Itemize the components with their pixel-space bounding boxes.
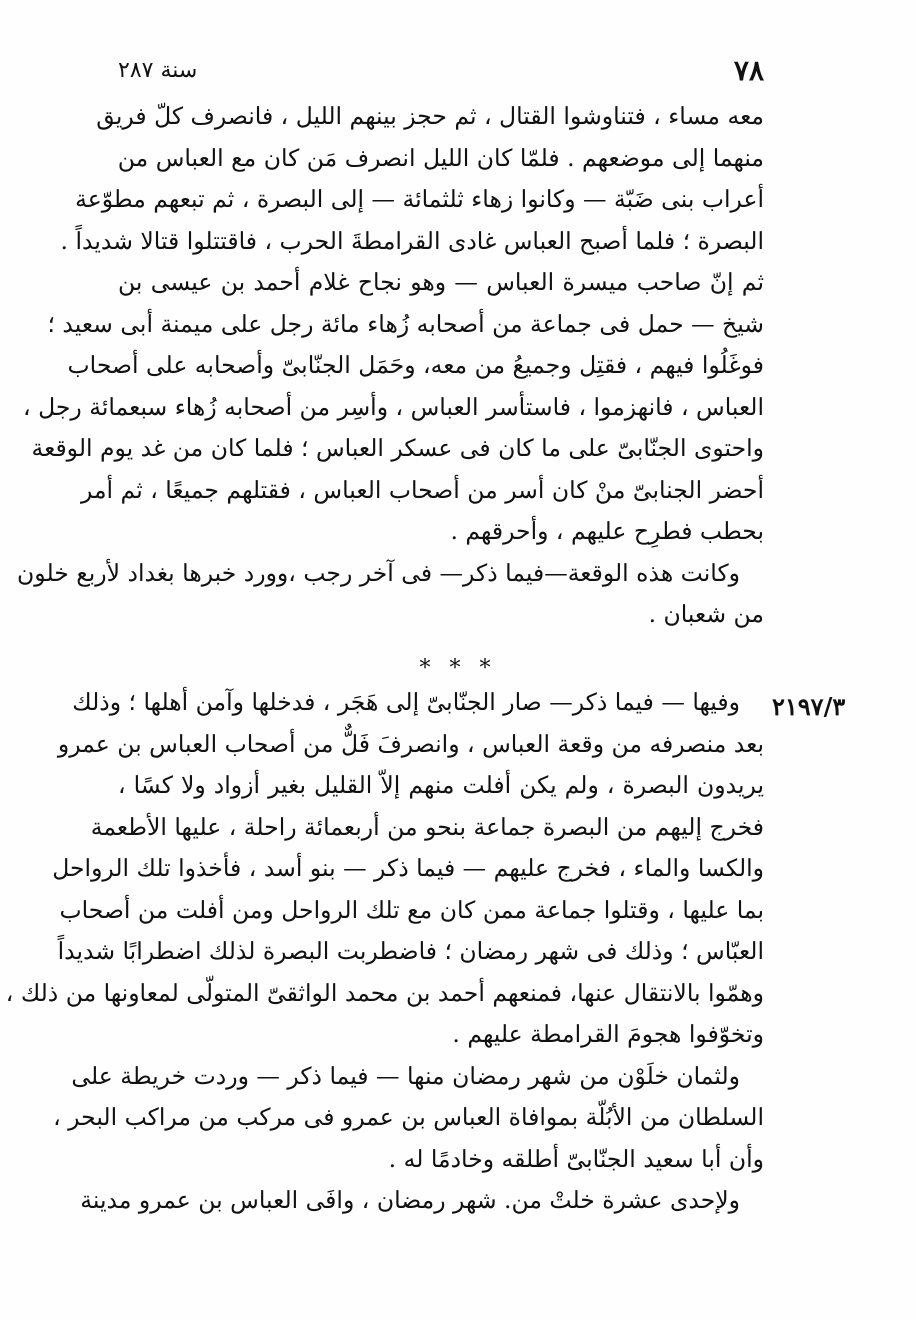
text-line: وأن أبا سعيد الجنّابىّ أطلقه وخادمًا له .	[388, 1144, 764, 1173]
text-line: ولإحدى عشرة خلتْ من. شهر رمضان ، وافَى العباس بن عمرو مدينة	[80, 1186, 740, 1214]
year-heading: سنة ٢٨٧	[118, 58, 198, 83]
text-line: وكانت هذه الوقعة—فيما ذكر— فى آخر رجب ،وورد خبرها بغداد لأربع خلون	[17, 558, 740, 587]
section-separator: * * *	[419, 656, 497, 681]
text-line: فخرج إليهم من البصرة جماعة بنحو من أربعمائة راحلة ، عليها الأطعمة	[90, 812, 764, 841]
text-line: وهمّوا بالانتقال عنها، فمنعهم أحمد بن محمد الواثقىّ المتولّى لمعاونها من ذلك ،	[5, 978, 764, 1007]
text-line: بما عليها ، وقتلوا جماعة ممن كان مع تلك الرواحل ومن أفلت من أصحاب	[59, 895, 764, 924]
text-line: معه مساء ، فتناوشوا القتال ، ثم حجز بينهم الليل ، فانصرف كلّ فريق	[96, 102, 764, 130]
text-line: بعد منصرفه من وقعة العباس ، وانصرفَ فَلٌّ من أصحاب العباس بن عمرو	[57, 729, 764, 758]
text-section-first	[17, 96, 764, 636]
text-line: واحتوى الجنّابىّ على ما كان فى عسكر العباس ؛ فلما كان من غد يوم الوقعة	[31, 434, 764, 462]
text-line: العبّاس ؛ وذلك فى شهر رمضان ؛ فاضطربت البصرة لذلك اضطرابًا شديداً	[57, 937, 764, 965]
text-line: العباس ، فانهزموا ، فاستأسر العباس ، وأسِر من أصحابه زُهاء سبعمائة رجل ،	[23, 392, 764, 421]
text-line: فوغَلُوا فيهم ، فقتِل وجميعُ من معه، وحَمَل الجنّابىّ وأصحابه على أصحاب	[67, 351, 764, 379]
text-line: بحطب فطرِح عليهم ، وأحرقهم .	[450, 517, 764, 545]
text-line: أعراب بنى ضَبّة — وكانوا زهاء ثلثمائة — إلى البصرة ، ثم تبعهم مطوّعة	[75, 185, 764, 213]
text-line: شيخ — حمل فى جماعة من أصحابه زُهاء مائة رجل على ميمنة أبى سعيد ؛	[47, 309, 764, 338]
text-line: السلطان من الأبُلّة بموافاة العباس بن عمرو فى مركب من مراكب البحر ،	[53, 1103, 764, 1131]
page-header	[118, 54, 764, 94]
text-line: والكسا والماء ، فخرج عليهم — فيما ذكر — بنو أسد ، فأخذوا تلك الرواحل	[52, 854, 764, 882]
text-section-second	[5, 682, 764, 1222]
text-line: ولثمان خلَوْن من شهر رمضان منها — فيما ذكر — وردت خريطة على	[71, 1061, 740, 1090]
text-line: ثم إنّ صاحب ميسرة العباس — وهو نجاح غلام أحمد بن عيسى بن	[118, 268, 764, 296]
text-line: يريدون البصرة ، ولم يكن أفلت منهم إلاّ القليل بغير أزواد ولا كسًا ،	[118, 771, 764, 799]
text-line: أحضر الجنابىّ منْ كان أسر من أصحاب العباس ، فقتلهم جميعًا ، ثم أمر	[81, 475, 764, 504]
text-line: البصرة ؛ فلما أصبح العباس غادى القرامطةَ الحرب ، فاقتتلوا قتالا شديداً .	[60, 226, 764, 255]
text-line: وتخوّفوا هجومَ القرامطة عليهم .	[452, 1020, 764, 1048]
text-line: وفيها — فيما ذكر— صار الجنّابىّ إلى هَجَر ، فدخلها وآمن أهلها ؛ وذلك	[72, 688, 740, 716]
margin-reference: ٢١٩٧/٣	[772, 692, 846, 721]
text-line: من شعبان .	[648, 600, 764, 628]
page-number: ٧٨	[733, 54, 764, 87]
text-line: منهما إلى موضعهم . فلمّا كان الليل انصرف مَن كان مع العباس من	[117, 143, 764, 172]
